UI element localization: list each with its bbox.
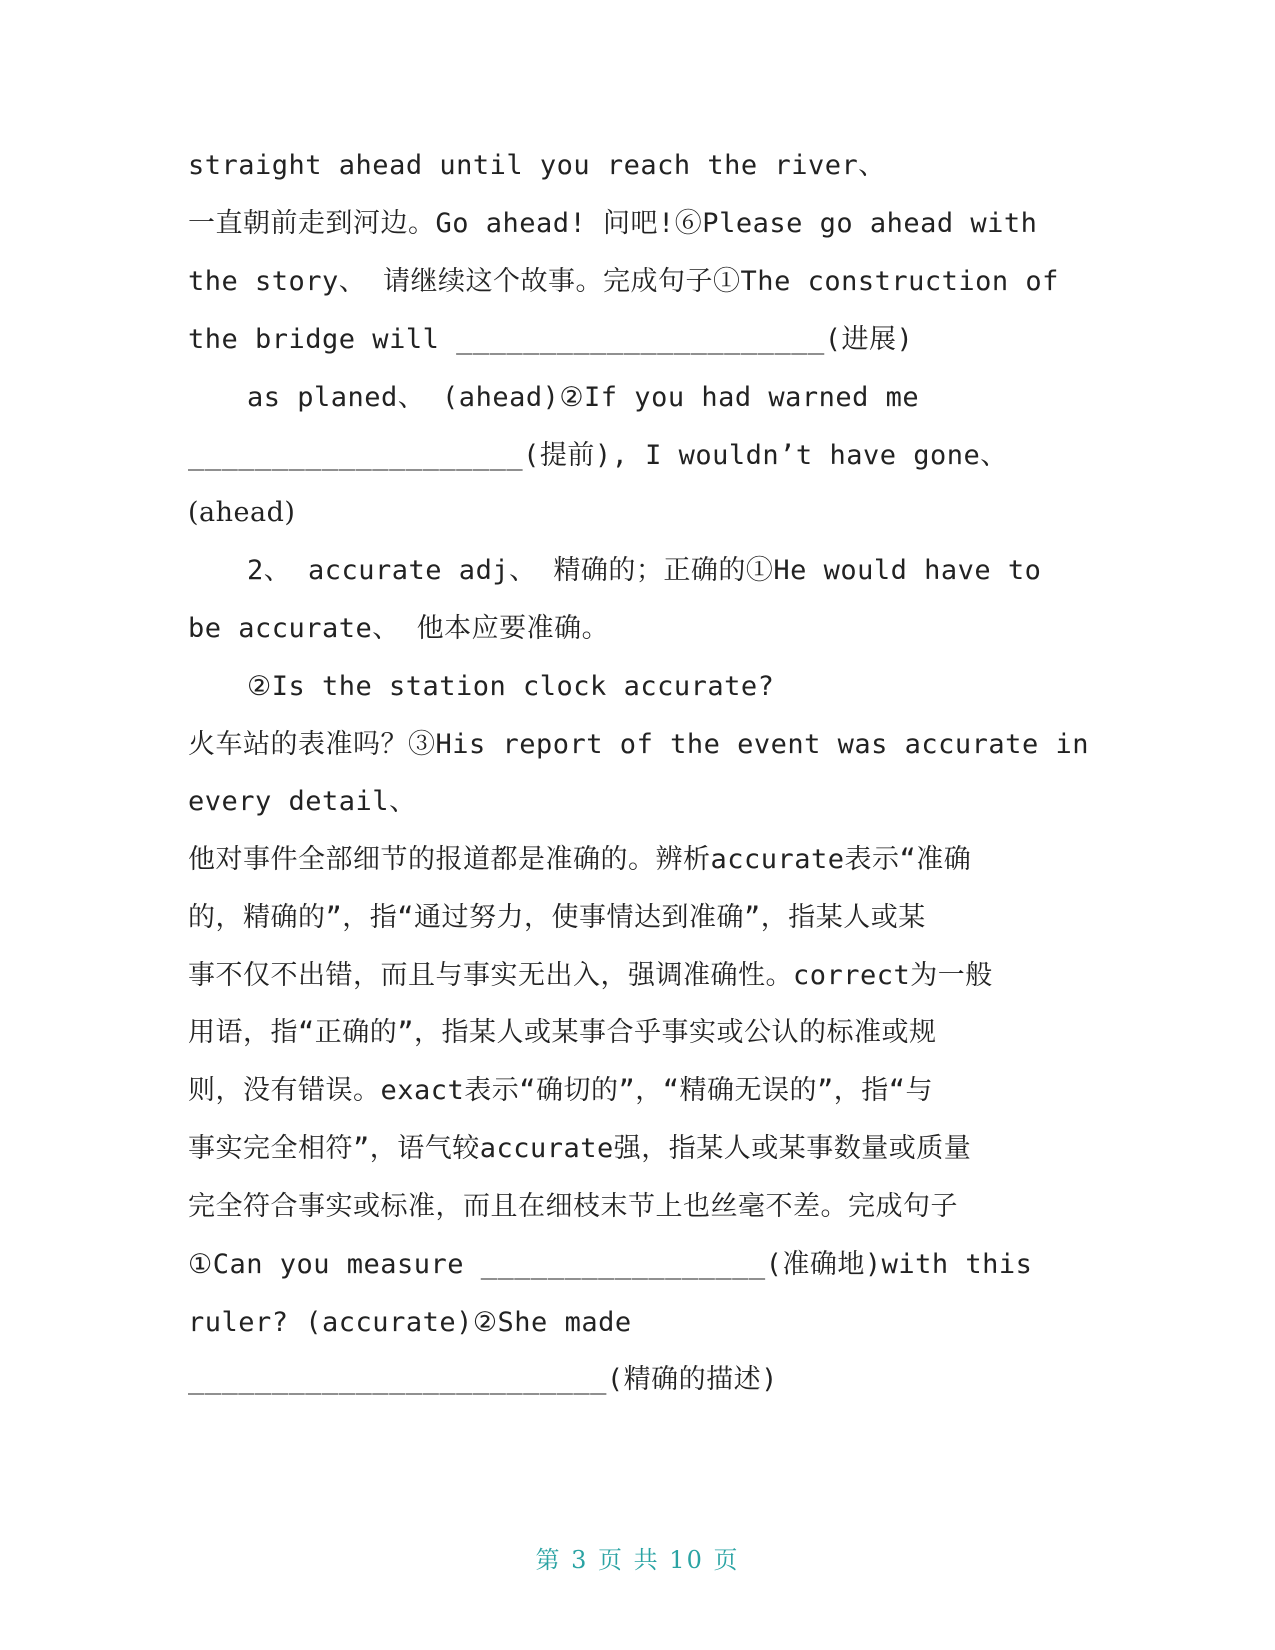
text-line: be accurate、 他本应要准确。 bbox=[188, 613, 610, 644]
text-line: 用语，指“正确的”，指某人或某事合乎事实或公认的标准或规 bbox=[188, 1017, 937, 1048]
text-line: 事不仅不出错，而且与事实无出入，强调准确性。correct为一般 bbox=[188, 960, 993, 991]
text-line: 火车站的表准吗？③His report of the event was accurate in bbox=[188, 729, 1089, 760]
text-line: (ahead) bbox=[188, 497, 296, 528]
text-line: 一直朝前走到河边。Go ahead! 问吧!⑥Please go ahead with bbox=[188, 208, 1038, 239]
page-number-footer: 第 3 页 共 10 页 bbox=[535, 1546, 740, 1574]
text-line: ①Can you measure _________________(准确地)with this bbox=[188, 1249, 1033, 1280]
text-line: 他对事件全部细节的报道都是准确的。辨析accurate表示“准确 bbox=[188, 844, 972, 875]
text-line: 则，没有错误。exact表示“确切的”，“精确无误的”，指“与 bbox=[188, 1075, 934, 1106]
text-line: 的，精确的”，指“通过努力，使事情达到准确”，指某人或某 bbox=[188, 902, 926, 933]
text-line: ____________________(提前), I wouldn’t have gone、 bbox=[188, 440, 1008, 471]
text-line: straight ahead until you reach the river、 bbox=[188, 150, 886, 181]
text-line: ②Is the station clock accurate? bbox=[247, 671, 775, 702]
text-line: 2、 accurate adj、 精确的；正确的①He would have to bbox=[247, 555, 1042, 586]
text-line: _________________________(精确的描述) bbox=[188, 1364, 778, 1395]
text-line: ruler? (accurate)②She made bbox=[188, 1307, 632, 1338]
text-line: 完全符合事实或标准，而且在细枝末节上也丝毫不差。完成句子 bbox=[188, 1191, 958, 1222]
text-line: as planed、 (ahead)②If you had warned me bbox=[247, 382, 920, 413]
text-line: the bridge will ______________________(进展) bbox=[188, 324, 914, 355]
text-line: 事实完全相符”，语气较accurate强，指某人或某事数量或质量 bbox=[188, 1133, 972, 1164]
text-line: every detail、 bbox=[188, 786, 417, 817]
text-line: the story、 请继续这个故事。完成句子①The construction of bbox=[188, 266, 1059, 297]
